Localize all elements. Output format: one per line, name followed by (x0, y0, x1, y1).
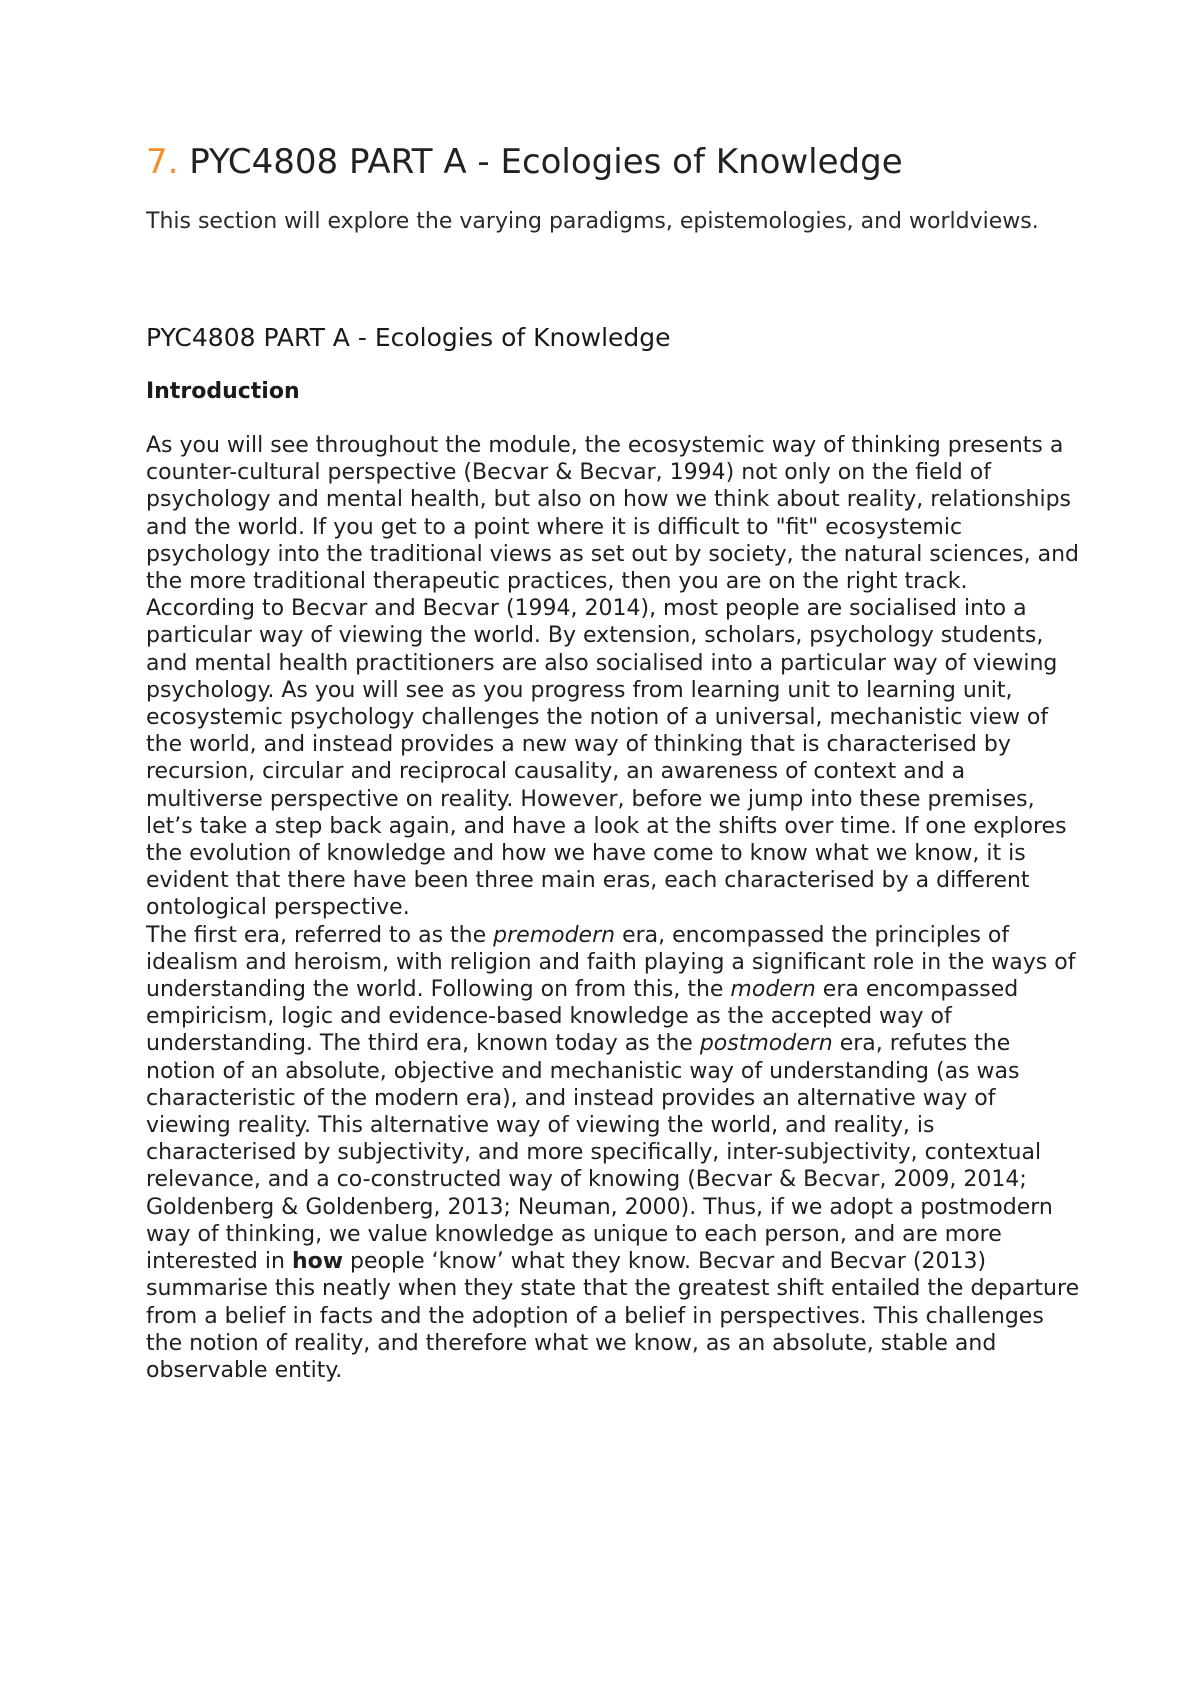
paragraph-2-text-4: era, refutes the notion of an absolute, objective and mechanistic way of understanding (as was characteristic of the modern era), and instead provides an alternative way of viewing reality. This alternative way of viewing the world, and reality, is characterised by subjectivity, and more specifically, inter-subjectivity, contextual relevance, and a co-constructed way of knowing (Becvar & Becvar, 2009, 2014; Goldenberg & Goldenberg, 2013; Neuman, 2000). Thus, if we adopt a postmodern way of thinking, we value knowledge as unique to each person, and are more interested in (146, 1031, 1053, 1275)
paragraph-2 (146, 922, 1081, 1384)
section-number: 7. (146, 142, 179, 182)
paragraph-2-text-1: The first era, referred to as the (146, 922, 494, 948)
premodern-term: premodern (493, 922, 616, 948)
section-heading (146, 140, 1081, 184)
paragraph-1: As you will see throughout the module, the ecosystemic way of thinking presents a counter-cultural perspective (Becvar & Becvar, 1994) not only on the field of psychology and mental health, but also on how we think about reality, relationships and the world. If you get to a point where it is difficult to "fit" ecosystemic psychology into the traditional views as set out by society, the natural sciences, and the more traditional therapeutic practices, then you are on the right track. According to Becvar and Becvar (1994, 2014), most people are socialised into a particular way of viewing the world. By extension, scholars, psychology students, and mental health practitioners are also socialised into a particular way of viewing psychology. As you will see as you progress from learning unit to learning unit, ecosystemic psychology challenges the notion of a universal, mechanistic view of the world, and instead provides a new way of thinking that is characterised by recursion, circular and reciprocal causality, an awareness of context and a multiverse perspective on reality. However, before we jump into these premises, let’s take a step back again, and have a look at the shifts over time. If one explores the evolution of knowledge and how we have come to know what we know, it is evident that there have been three main eras, each characterised by a different ontological perspective. (146, 433, 1079, 921)
introduction-heading: Introduction (146, 379, 300, 404)
paragraph-2-text-5: people ‘know’ what they know. Becvar and Becvar (2013) summarise this neatly when they state that the greatest shift entailed the departure from a belief in facts and the adoption of a belief in perspectives. This challenges the notion of reality, and therefore what we know, as an absolute, stable and observable entity. (146, 1249, 1080, 1383)
section-title: PYC4808 PART A - Ecologies of Knowledge (178, 142, 903, 182)
document-page (146, 140, 1081, 1384)
postmodern-term: postmodern (699, 1031, 833, 1057)
paragraph-2-text-3: era encompassed empiricism, logic and evidence-based knowledge as the accepted way of understanding. The third era, known today as the (146, 977, 1019, 1057)
modern-term: modern (730, 977, 816, 1003)
content-heading: PYC4808 PART A - Ecologies of Knowledge (146, 323, 671, 352)
paragraph-2-text-2: era, encompassed the principles of idealism and heroism, with religion and faith playing a significant role in the ways of understanding the world. Following on from this, the (146, 922, 1076, 1003)
how-emphasis: how (291, 1249, 344, 1275)
section-intro: This section will explore the varying paradigms, epistemologies, and worldviews. (146, 209, 1039, 234)
